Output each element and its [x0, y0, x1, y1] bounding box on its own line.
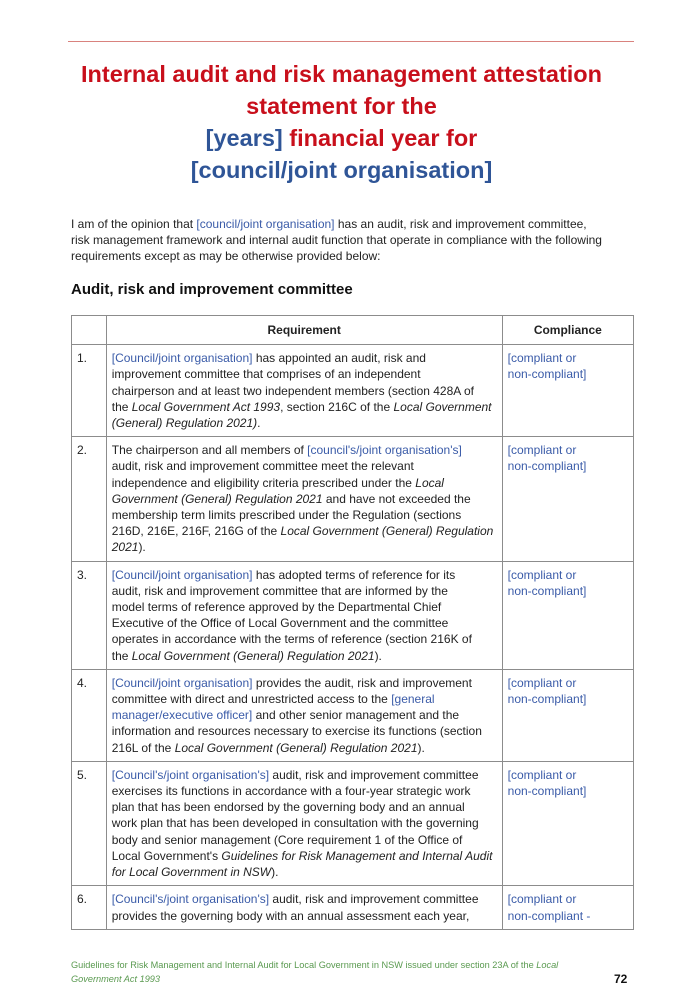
title-line-3: [years] financial year for [205, 125, 478, 151]
title-line-1: Internal audit and risk management attestation [80, 61, 603, 87]
compliance-cell[interactable]: [compliant or non-compliant] [502, 761, 633, 885]
compliance-cell[interactable]: [compliant or non-compliant - [502, 886, 633, 929]
header-number [72, 316, 107, 345]
requirement-text: [Council/joint organisation] provides the audit, risk and improvement committee with direct and unrestricted access to the [general manager/executive officer] and other senior management and the information and resources necessary to exercise its functions (section 216L of the Local Government (General) Regulation 2021). [106, 669, 502, 761]
header-compliance: Compliance [502, 316, 633, 345]
section-heading: Audit, risk and improvement committee [71, 281, 353, 298]
requirement-text: [Council's/joint organisation's] audit, risk and improvement committee provides the governing body with an annual assessment each year, [106, 886, 502, 929]
years-placeholder: [years] [205, 125, 283, 151]
intro-paragraph: I am of the opinion that [council/joint organisation] has an audit, risk and improvement committee, risk management framework and internal audit function that operate in compliance with the following requirements except as may be otherwise provided below: [71, 217, 602, 263]
footer-text: Guidelines for Risk Management and Internal Audit for Local Government in NSW issued under section 23A of the Local Government Act 1993 [71, 960, 559, 984]
row-number: 1. [72, 345, 107, 437]
row-number: 6. [72, 886, 107, 929]
table-row [72, 561, 634, 669]
top-rule [68, 41, 634, 42]
requirement-text: [Council's/joint organisation's] audit, risk and improvement committee exercises its functions in accordance with a four-year strategic work plan that has been endorsed by the governing body and an annual work plan that has been developed in consultation with the governing body and senior management (Core requirement 1 of the Office of Local Government's Guidelines for Risk Management and Internal Audit for Local Government in NSW). [106, 761, 502, 885]
page-title [40, 58, 643, 186]
table-row [72, 761, 634, 885]
compliance-cell[interactable]: [compliant or non-compliant] [502, 669, 633, 761]
row-number: 2. [72, 437, 107, 561]
compliance-cell[interactable]: [compliant or non-compliant] [502, 561, 633, 669]
row-number: 5. [72, 761, 107, 885]
requirement-text: [Council/joint organisation] has adopted terms of reference for its audit, risk and improvement committee that are informed by the model terms of reference approved by the Departmental Chief Executive of the Office of Local Government and the committee operates in accordance with the terms of reference (section 216K of the Local Government (General) Regulation 2021). [106, 561, 502, 669]
intro-placeholder: [council/joint organisation] [196, 217, 335, 231]
header-requirement: Requirement [106, 316, 502, 345]
requirements-table [71, 315, 634, 930]
table-row [72, 437, 634, 561]
table-row [72, 886, 634, 929]
table-header-row [72, 316, 634, 345]
row-number: 3. [72, 561, 107, 669]
title-line-2: statement for the [246, 93, 437, 119]
page-number: 72 [614, 972, 628, 986]
table-row [72, 669, 634, 761]
table-row [72, 345, 634, 437]
compliance-cell[interactable]: [compliant or non-compliant] [502, 345, 633, 437]
row-number: 4. [72, 669, 107, 761]
requirement-text: [Council/joint organisation] has appointed an audit, risk and improvement committee that comprises of an independent chairperson and at least two independent members (section 428A of the Local Government Act 1993, section 216C of the Local Government (General) Regulation 2021). [106, 345, 502, 437]
requirement-text: The chairperson and all members of [council's/joint organisation's] audit, risk and improvement committee meet the relevant independence and eligibility criteria prescribed under the Local Government (General) Regulation 2021 and have not exceeded the membership term limits prescribed under the Regulation (sections 216D, 216E, 216F, 216G of the Local Government (General) Regulation 2021). [106, 437, 502, 561]
compliance-cell[interactable]: [compliant or non-compliant] [502, 437, 633, 561]
organisation-placeholder: [council/joint organisation] [190, 157, 493, 183]
